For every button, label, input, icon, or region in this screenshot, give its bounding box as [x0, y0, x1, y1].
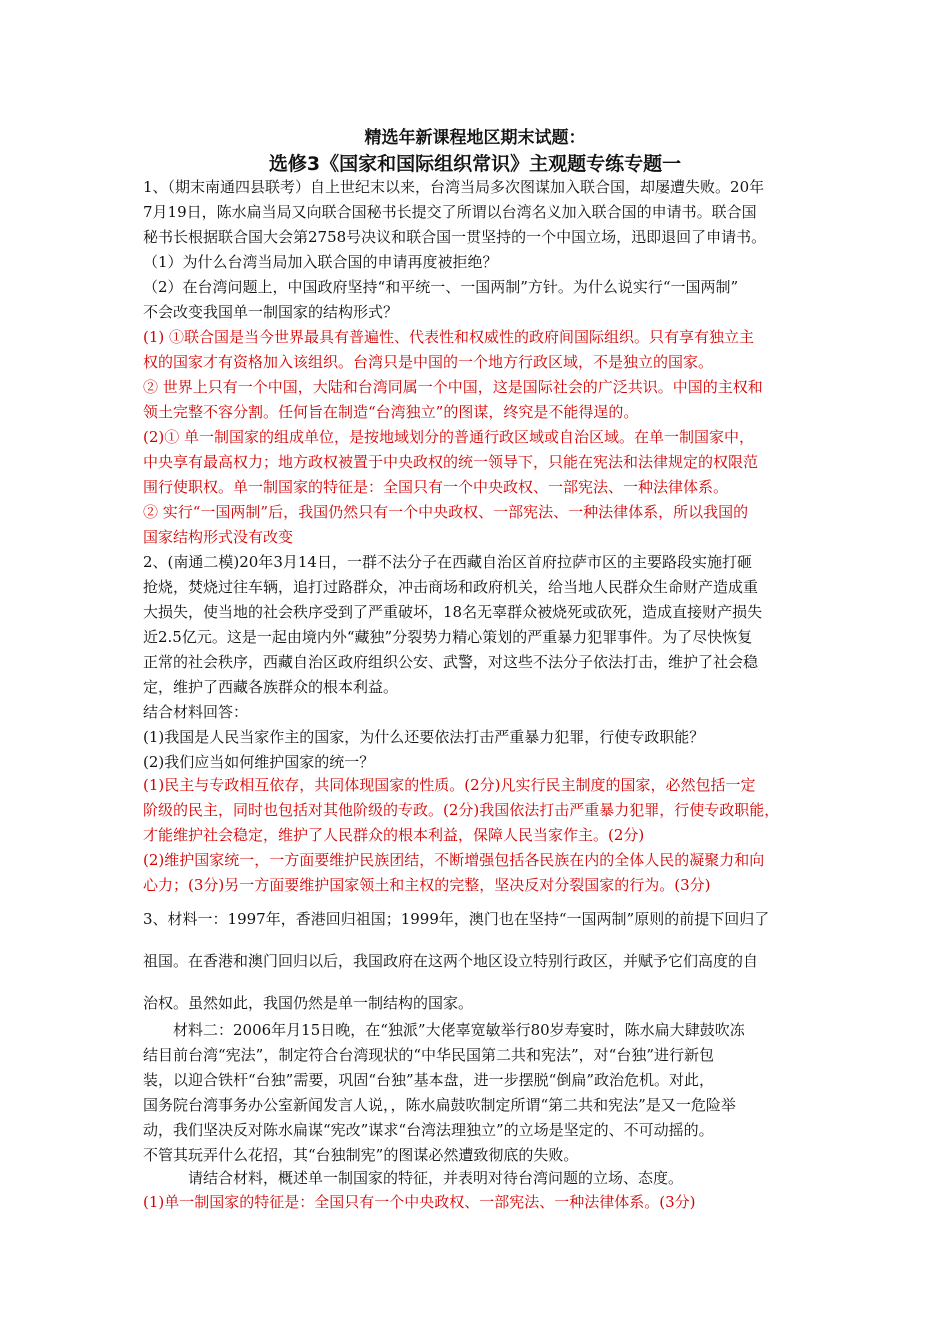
answer-line: (1) ①联合国是当今世界最具有普遍性、代表性和权威性的政府间国际组织。只有享有独立主 — [143, 328, 755, 346]
question-2-stem — [143, 550, 863, 775]
answer-line: 领土完整不容分割。任何旨在制造“台湾独立”的图谋，终究是不能得逞的。 — [143, 403, 639, 421]
answer-line: 围行使职权。单一制国家的特征是：全国只有一个中央政权、一部宪法、一种法律体系。 — [143, 478, 729, 496]
text-line: 动，我们坚决反对陈水扁谋“宪改”谋求“台湾法理独立”的立场是坚定的、不可动摇的。 — [143, 1121, 714, 1139]
text-line: 祖国。在香港和澳门回归以后，我国政府在这两个地区设立特别行政区，并赋予它们高度的自 — [143, 952, 759, 970]
question-2-answer — [143, 773, 863, 898]
text-line: 治权。虽然如此，我国仍然是单一制结构的国家。 — [143, 994, 474, 1012]
text-line: （1）为什么台湾当局加入联合国的申请再度被拒绝？ — [143, 253, 498, 271]
question-3-answer — [143, 1190, 863, 1215]
text-line: (2)我们应当如何维护国家的统一？ — [143, 753, 375, 771]
answer-line: ② 实行“一国两制”后，我国仍然只有一个中央政权、一部宪法、一种法律体系，所以我国的 — [143, 503, 749, 521]
answer-line: 才能维护社会稳定，维护了人民群众的根本利益，保障人民当家作主。(2分) — [143, 826, 645, 844]
text-line: 装，以迎合铁杆“台独”需要，巩固“台独”基本盘，进一步摆脱“倒扁”政治危机。对此， — [143, 1071, 715, 1089]
text-line: 材料二：2006年月15日晚，在“独派”大佬辜宽敏举行80岁寿宴时，陈水扁大肆鼓吹冻 — [173, 1021, 745, 1039]
text-line: 秘书长根据联合国大会第2758号决议和联合国一贯坚持的一个中国立场，迅即退回了申请书。 — [143, 228, 767, 246]
answer-line: 阶级的民主，同时也包括对其他阶级的专政。(2分)我国依法打击严重暴力犯罪，行使专政职能， — [143, 801, 780, 819]
answer-line: (1)单一制国家的特征是：全国只有一个中央政权、一部宪法、一种法律体系。(3分) — [143, 1193, 696, 1211]
text-line: 大损失，使当地的社会秩序受到了严重破坏，18名无辜群众被烧死或砍死，造成直接财产损失 — [143, 603, 763, 621]
text-line: 请结合材料，概述单一制国家的特征，并表明对待台湾问题的立场、态度。 — [188, 1169, 684, 1187]
answer-line: ② 世界上只有一个中国，大陆和台湾同属一个中国，这是国际社会的广泛共识。中国的主权和 — [143, 378, 763, 396]
text-line: 定，维护了西藏各族群众的根本利益。 — [143, 678, 399, 696]
text-line: 抢烧，焚烧过往车辆，追打过路群众，冲击商场和政府机关，给当地人民群众生命财产造成重 — [143, 578, 759, 596]
document-subtitle: 选修3《国家和国际组织常识》主观题专练专题一 — [268, 153, 682, 175]
text-line: (1)我国是人民当家作主的国家，为什么还要依法打击严重暴力犯罪，行使专政职能？ — [143, 728, 705, 746]
question-3-material-1 — [143, 898, 863, 1024]
answer-line: 心力；(3分)另一方面要维护国家领土和主权的完整，坚决反对分裂国家的行为。(3分) — [143, 876, 711, 894]
text-line: 国务院台湾事务办公室新闻发言人说，，陈水扁鼓吹制定所谓“第二共和宪法”是又一危险举 — [143, 1096, 736, 1114]
text-line: 近2.5亿元。这是一起由境内外“藏独”分裂势力精心策划的严重暴力犯罪事件。为了尽快恢复 — [143, 628, 753, 646]
text-line: 不会改变我国单一制国家的结构形式？ — [143, 303, 399, 321]
answer-line: 中央享有最高权力；地方政权被置于中央政权的统一领导下，只能在宪法和法律规定的权限范 — [143, 453, 759, 471]
text-line: 结合材料回答： — [143, 703, 249, 721]
document-title: 精选年新课程地区期末试题： — [364, 128, 586, 148]
answer-line: 权的国家才有资格加入该组织。台湾只是中国的一个地方行政区域，不是独立的国家。 — [143, 353, 714, 371]
text-line: 2、(南通二模)20年3月14日，一群不法分子在西藏自治区首府拉萨市区的主要路段实施打砸 — [143, 553, 752, 571]
answer-line: (2)① 单一制国家的组成单位，是按地域划分的普通行政区域或自治区域。在单一制国家中， — [143, 428, 755, 446]
answer-line: (2)维护国家统一，一方面要维护民族团结，不断增强包括各民族在内的全体人民的凝聚力和向 — [143, 851, 765, 869]
question-1-stem — [143, 175, 863, 325]
text-line: 不管其玩弄什么花招，其“台独制宪”的图谋必然遭致彻底的失败。 — [143, 1146, 579, 1164]
text-line: 正常的社会秩序，西藏自治区政府组织公安、武警，对这些不法分子依法打击，维护了社会稳 — [143, 653, 759, 671]
text-line: 结目前台湾“宪法”，制定符合台湾现状的“中华民国第二共和宪法”，对“台独”进行新包 — [143, 1046, 715, 1064]
question-3-prompt — [143, 1166, 863, 1191]
text-line: 1、（期末南通四县联考）自上世纪末以来，台湾当局多次图谋加入联合国，却屡遭失败。20年 — [143, 178, 765, 196]
answer-line: (1)民主与专政相互依存，共同体现国家的性质。(2分)凡实行民主制度的国家，必然包括一定 — [143, 776, 756, 794]
text-line: （2）在台湾问题上，中国政府坚持“和平统一、一国两制”方针。为什么说实行“一国两制” — [143, 278, 739, 296]
text-line: 3、材料一：1997年，香港回归祖国；1999年，澳门也在坚持“一国两制”原则的前提下回归了 — [143, 910, 770, 928]
question-3-material-2 — [143, 1018, 863, 1168]
text-line: 7月19日，陈水扁当局又向联合国秘书长提交了所谓以台湾名义加入联合国的申请书。联合国 — [143, 203, 757, 221]
answer-line: 国家结构形式没有改变 — [143, 528, 294, 546]
question-1-answer — [143, 325, 863, 550]
